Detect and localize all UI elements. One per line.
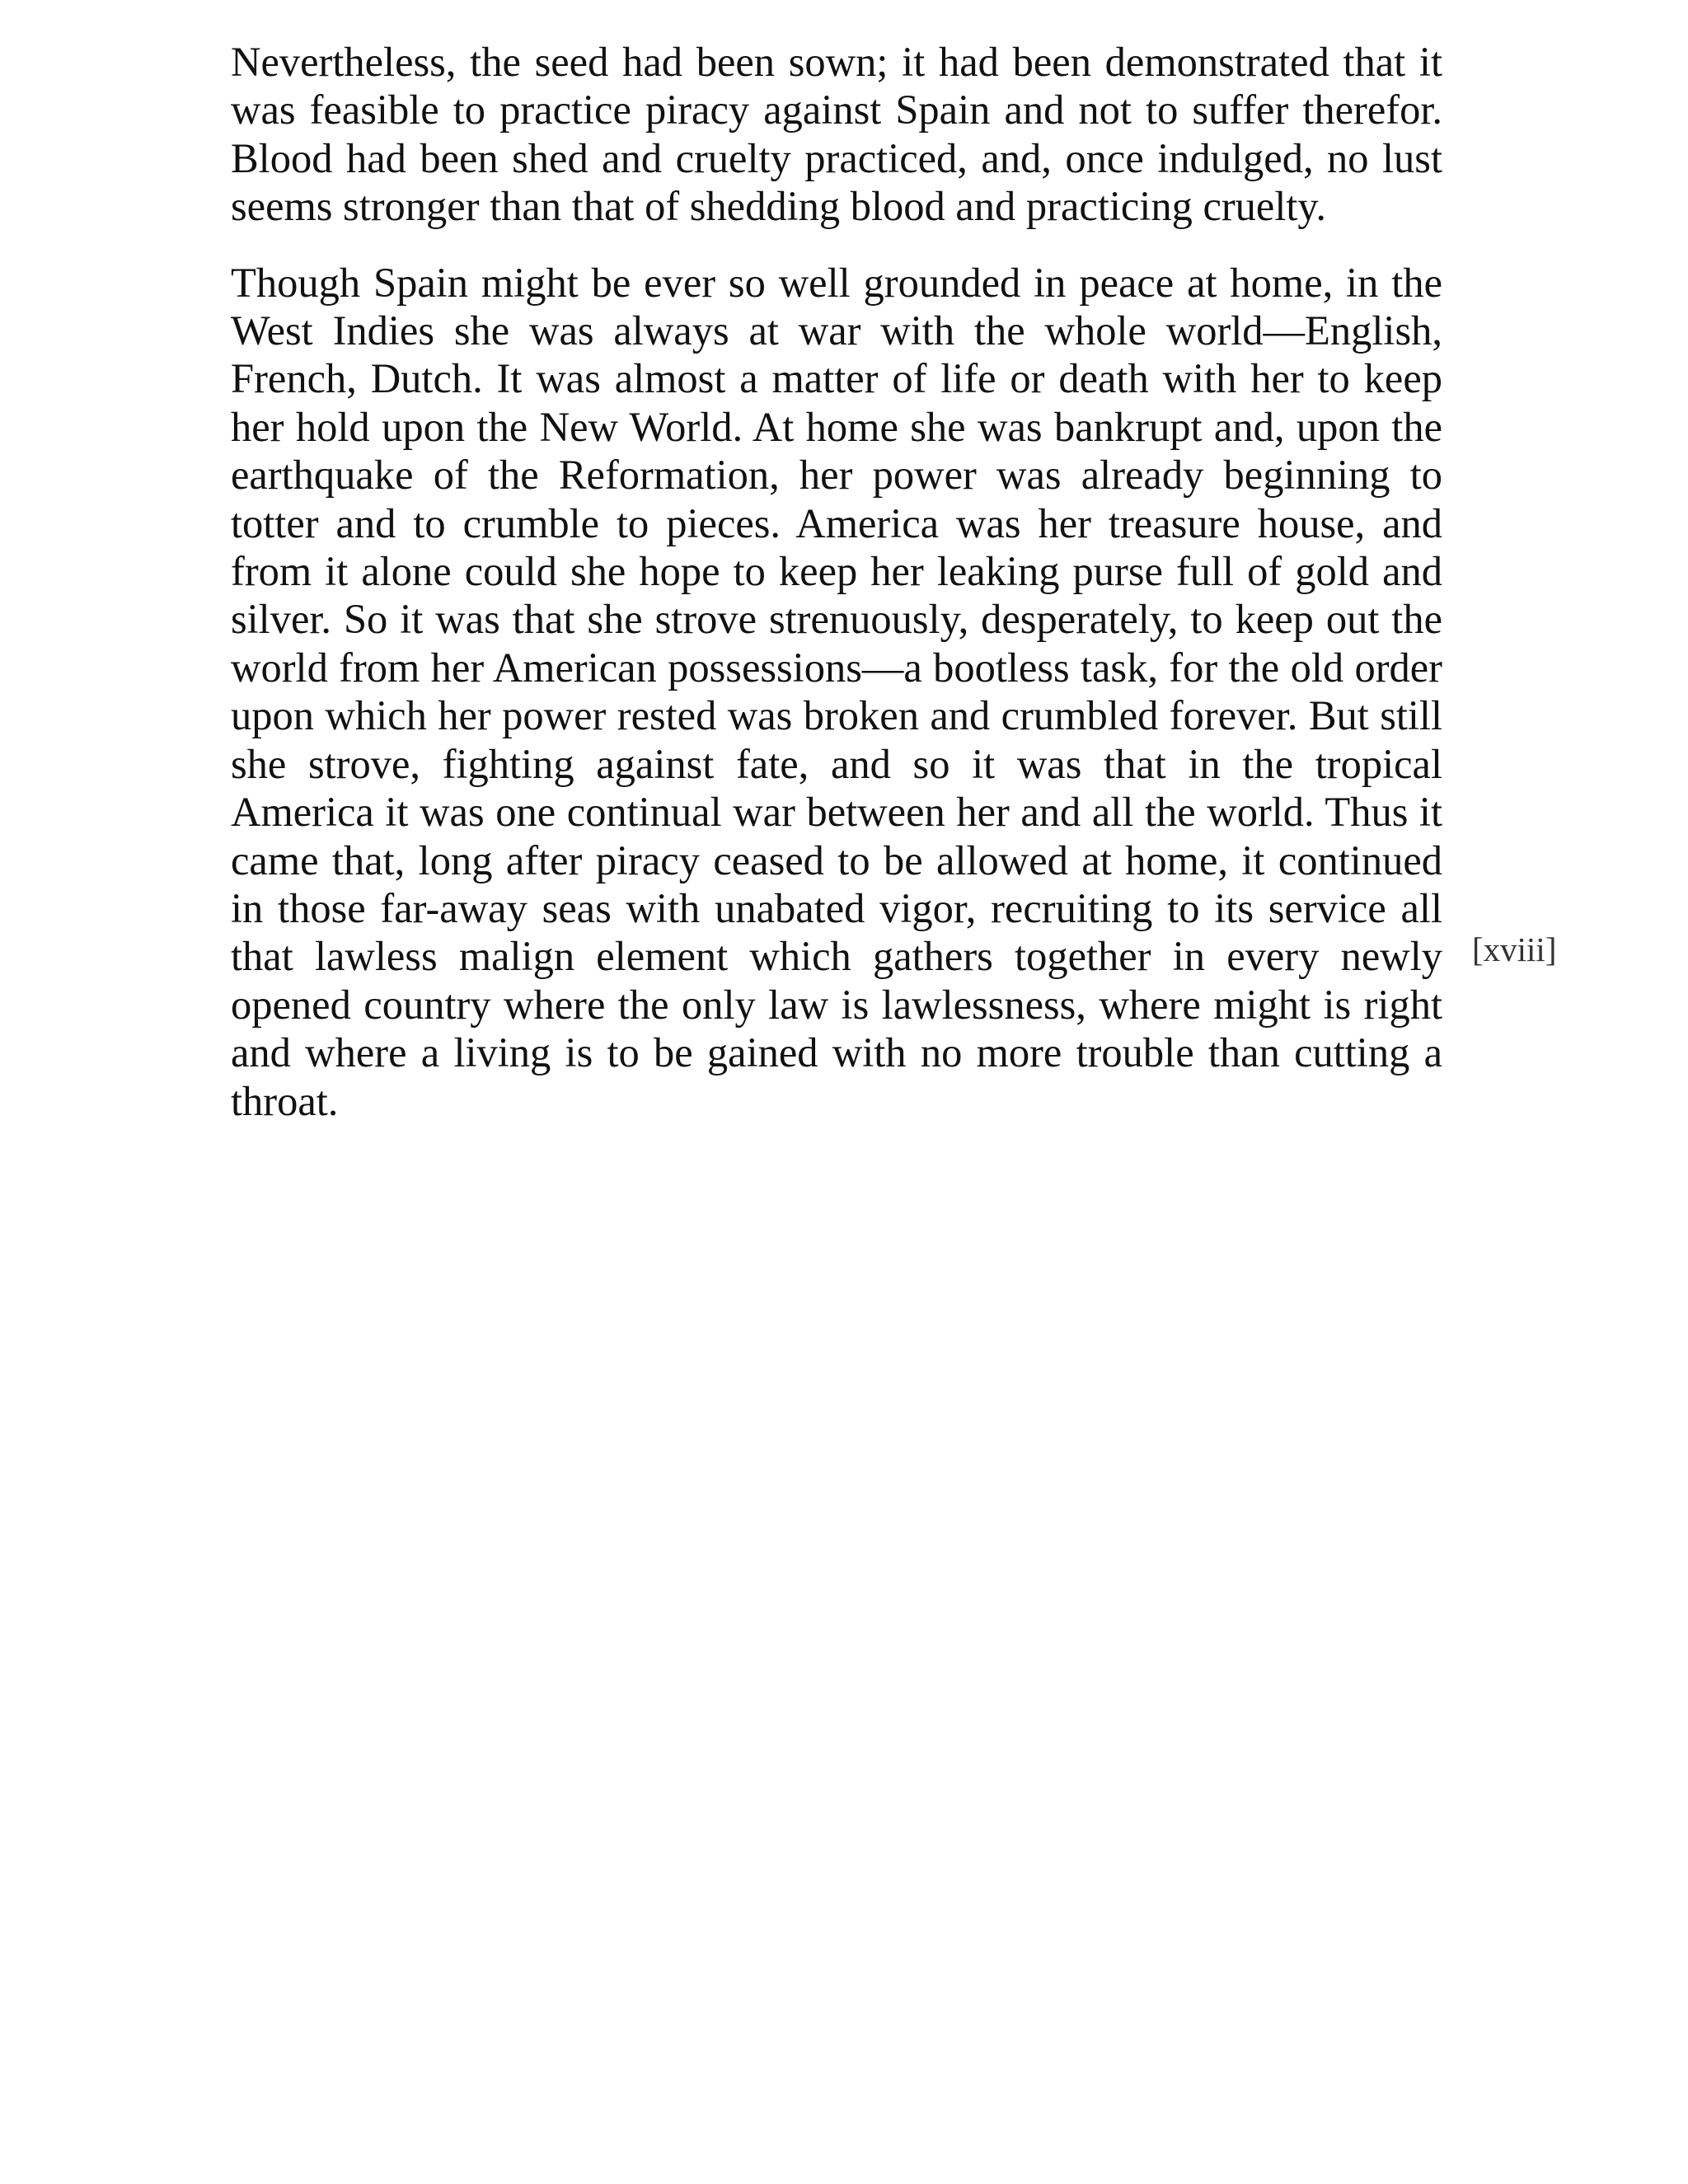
page-number-marker: [xviii] (1472, 930, 1557, 968)
body-text (231, 38, 1442, 1125)
paragraph-1: Nevertheless, the seed had been sown; it had been demonstrated that it was feasible to practice piracy against Spain and not to suffer therefor. Blood had been shed and cruelty practiced, and, once indulged, no lust seems stronger than that of shedding blood and practicing cruelty. (231, 39, 1442, 230)
paragraph-2: Though Spain might be ever so well grounded in peace at home, in the West Indies she was always at war with the whole world—English, French, Dutch. It was almost a matter of life or death with her to keep her hold upon the New World. At home she was bankrupt and, upon the earthquake of the Reformation, her power was already beginning to totter and to crumble to pieces. America was her treasure house, and from it alone could she hope to keep her leaking purse full of gold and silver. So it was that she strove strenuously, desperately, to keep out the world from her American possessions—a bootless task, for the old order upon which her power rested was broken and crumbled forever. But still she strove, fighting against fate, and so it was that in the tropical America it was one continual war between her and all the world. Thus it came that, long after piracy ceased to be allowed at home, it continued in those far-away seas with unabated vigor, recruiting to its service all that lawless malign element which gathers together in every newly opened country where the only law is lawlessness, where might is right and where a living is to be gained with no more trouble than cutting a throat. (231, 259, 1442, 1124)
